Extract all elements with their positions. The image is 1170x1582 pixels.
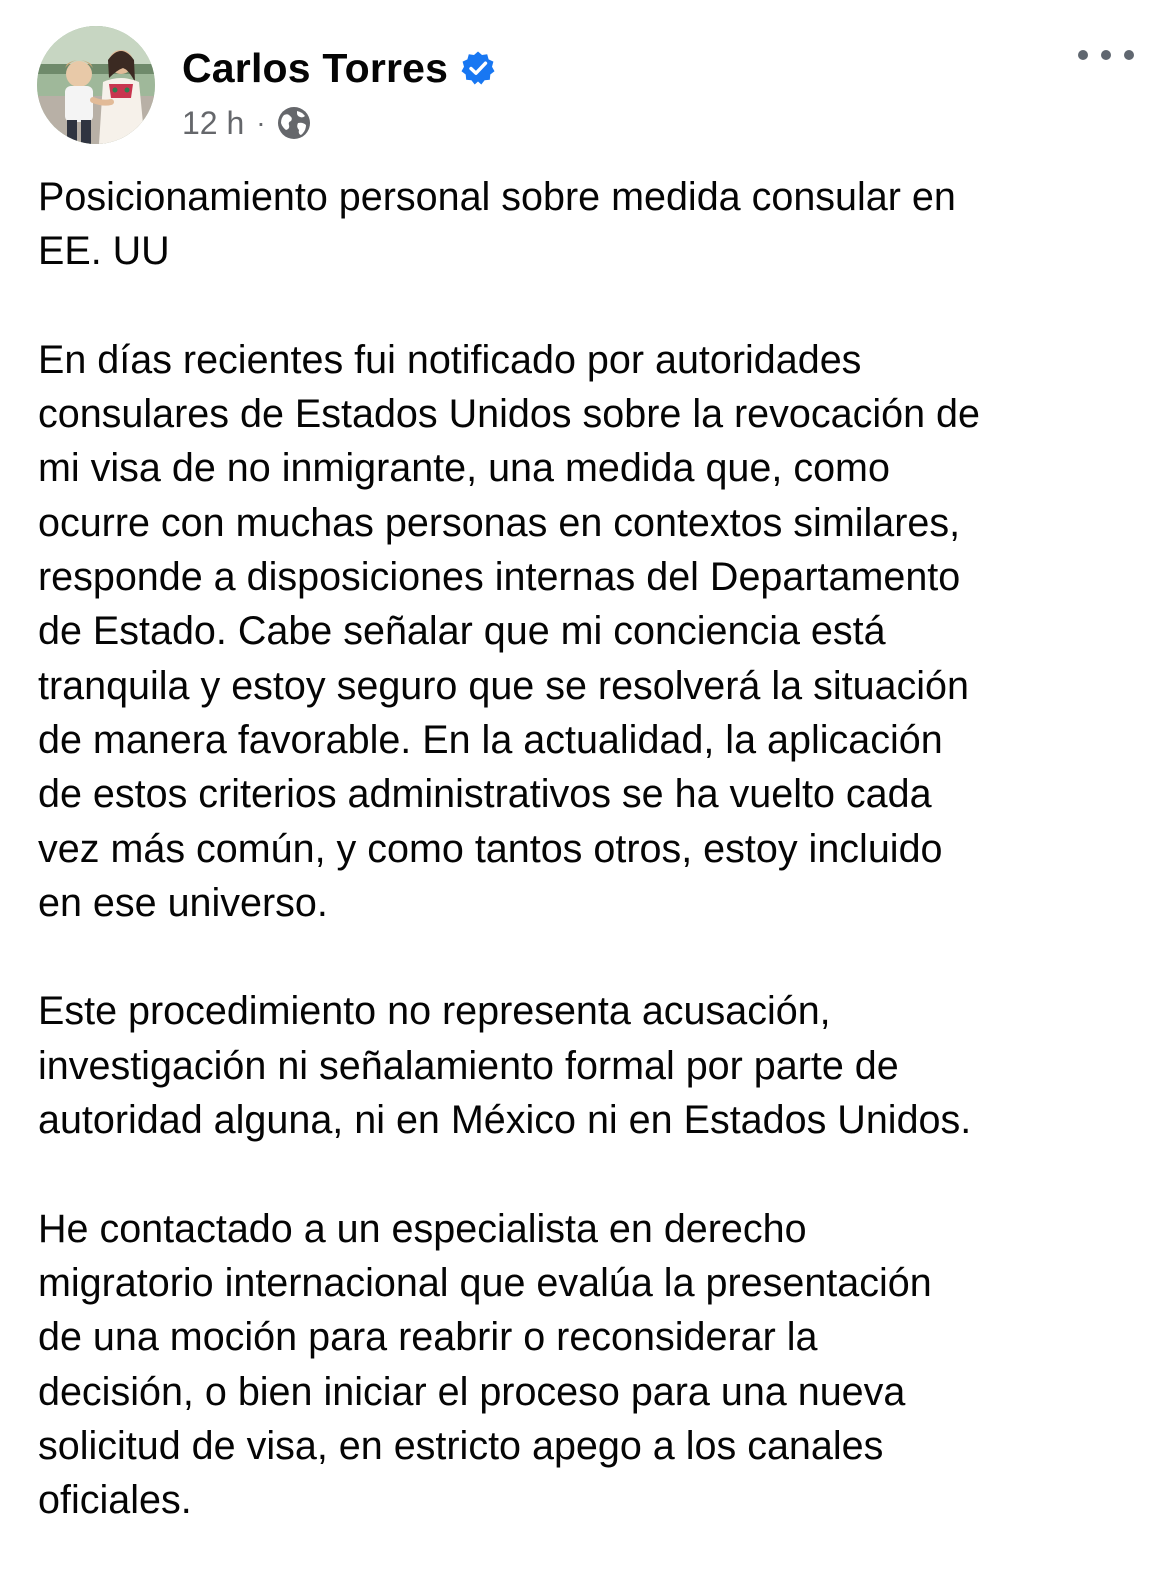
post-text	[38, 170, 1138, 1582]
more-options-icon	[1078, 50, 1088, 60]
post-paragraph	[38, 170, 1138, 279]
text-line: mi visa de no inmigrante, una medida que, como	[38, 446, 890, 491]
text-line: migratorio internacional que evalúa la presentación	[38, 1260, 932, 1305]
text-line: de manera favorable. En la actualidad, la aplicación	[38, 717, 943, 762]
text-line: EE. UU	[38, 229, 170, 274]
text-line: vez más común, y como tantos otros, estoy incluido	[38, 826, 943, 871]
text-line: de Estado. Cabe señalar que mi conciencia está	[38, 609, 886, 654]
post-paragraph	[38, 1202, 1138, 1528]
text-line: responde a disposiciones internas del Departamento	[38, 555, 961, 600]
meta-separator: ·	[256, 107, 266, 138]
author-line	[182, 40, 496, 96]
text-line: autoridad alguna, ni en México ni en Estados Unidos.	[38, 1098, 972, 1143]
post-paragraph	[38, 333, 1138, 930]
text-line: He contactado a un especialista en derecho	[38, 1206, 807, 1251]
more-options-icon	[1101, 50, 1111, 60]
text-line: consulares de Estados Unidos sobre la revocación de	[38, 392, 980, 437]
profile-photo-avatar	[37, 26, 155, 144]
text-line: Posicionamiento personal sobre medida consular en	[38, 175, 956, 219]
text-line: en ese universo.	[38, 880, 328, 925]
author-avatar[interactable]	[37, 26, 155, 144]
more-options-button[interactable]	[1078, 40, 1134, 70]
text-line: solicitud de visa, en estricto apego a los canales	[38, 1423, 884, 1468]
globe-icon[interactable]	[276, 105, 312, 141]
verified-badge-icon	[460, 50, 496, 86]
post-meta	[182, 102, 312, 144]
text-line: decisión, o bien iniciar el proceso para una nueva	[38, 1369, 906, 1414]
author-name[interactable]: Carlos Torres	[182, 44, 449, 91]
text-line: ocurre con muchas personas en contextos similares,	[38, 500, 961, 545]
text-line: oficiales.	[38, 1478, 192, 1523]
text-line: de una moción para reabrir o reconsiderar la	[38, 1315, 818, 1360]
text-line: En días recientes fui notificado por autoridades	[38, 337, 862, 382]
more-options-icon	[1124, 50, 1134, 60]
text-line: de estos criterios administrativos se ha vuelto cada	[38, 772, 932, 817]
text-line: Este procedimiento no representa acusación,	[38, 989, 831, 1034]
text-line: investigación ni señalamiento formal por parte de	[38, 1043, 899, 1088]
post-header	[0, 0, 1170, 160]
post-timestamp[interactable]: 12 h	[182, 104, 245, 141]
text-line: tranquila y estoy seguro que se resolverá la situación	[38, 663, 969, 708]
post-paragraph	[38, 984, 1138, 1147]
